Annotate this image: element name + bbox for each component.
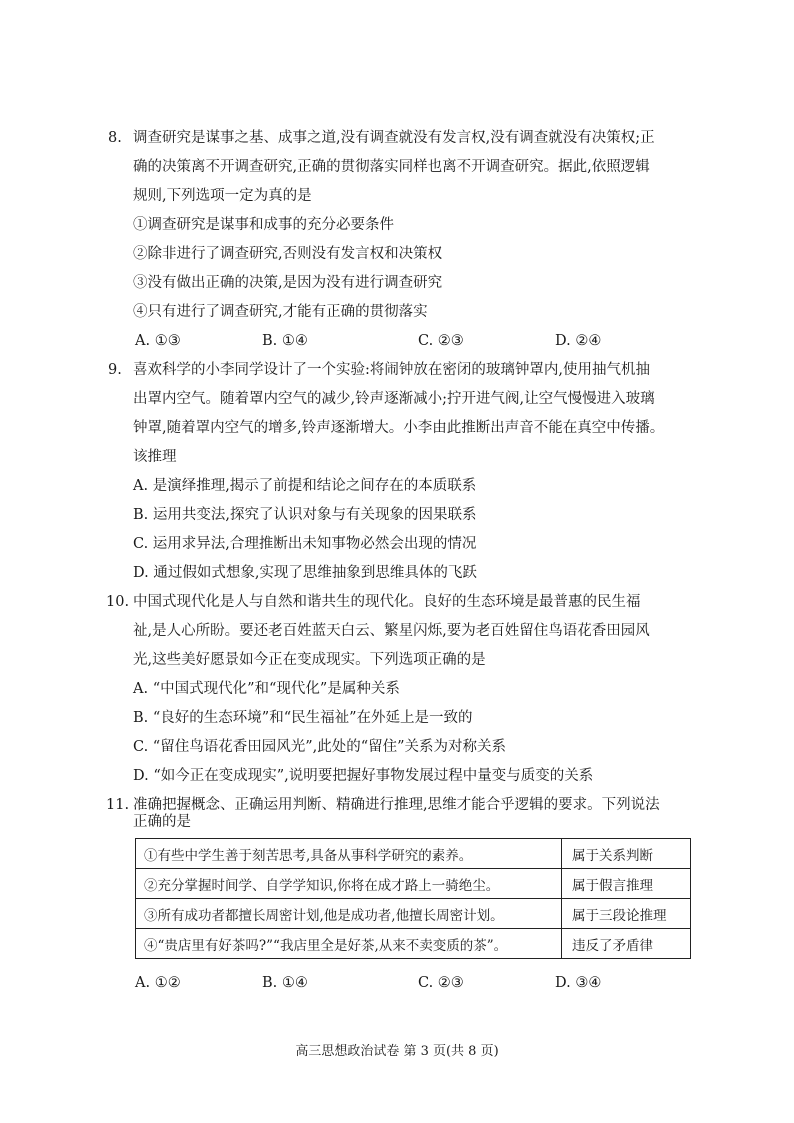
q9-stem-line: 钟罩,随着罩内空气的增多,铃声逐渐增大。小李由此推断出声音不能在真空中传播。 <box>133 420 665 436</box>
judgement-cell: 属于关系判断 <box>562 839 691 869</box>
q11-option-b: B. ①④ <box>262 975 308 991</box>
q9-option-d: D. 通过假如式想象,实现了思维抽象到思维具体的飞跃 <box>133 565 477 581</box>
q8-option-d: D. ②④ <box>555 333 602 349</box>
statement-cell: ③所有成功者都擅长周密计划,他是成功者,他擅长周密计划。 <box>136 899 562 929</box>
q11-statement-table <box>135 838 691 959</box>
table-row <box>136 929 691 959</box>
q10-stem-line: 光,这些美好愿景如今正在变成现实。下列选项正确的是 <box>133 652 486 668</box>
statement-cell: ②充分掌握时间学、自学学知识,你将在成才路上一骑绝尘。 <box>136 869 562 899</box>
q8-stem-line: 规则,下列选项一定为真的是 <box>133 188 312 204</box>
statement-cell: ④“贵店里有好茶吗?”“我店里全是好茶,从来不卖变质的茶”。 <box>136 929 562 959</box>
judgement-cell: 属于三段论推理 <box>562 899 691 929</box>
q9-stem-line: 出罩内空气。随着罩内空气的减少,铃声逐渐减小;拧开进气阀,让空气慢慢进入玻璃 <box>133 391 655 407</box>
q8-statement: ③没有做出正确的决策,是因为没有进行调查研究 <box>133 275 443 291</box>
table-row <box>136 869 691 899</box>
q11-number: 11. <box>106 797 130 813</box>
q10-option-d: D. “如今正在变成现实”,说明要把握好事物发展过程中量变与质变的关系 <box>133 768 594 784</box>
q10-stem-line: 中国式现代化是人与自然和谐共生的现代化。良好的生态环境是最普惠的民生福 <box>133 594 641 610</box>
q10-number: 10. <box>106 594 130 610</box>
q9-stem-line: 喜欢科学的小李同学设计了一个实验:将闹钟放在密闭的玻璃钟罩内,使用抽气机抽 <box>133 362 650 378</box>
q11-option-a: A. ①② <box>135 975 181 991</box>
table-row <box>136 899 691 929</box>
q8-statement: ②除非进行了调查研究,否则没有发言权和决策权 <box>133 246 443 262</box>
q9-stem-line: 该推理 <box>133 449 177 465</box>
q9-option-c: C. 运用求异法,合理推断出未知事物必然会出现的情况 <box>133 536 477 552</box>
q9-option-b: B. 运用共变法,探究了认识对象与有关现象的因果联系 <box>133 507 477 523</box>
q10-option-c: C. “留住鸟语花香田园风光”,此处的“留住”关系为对称关系 <box>133 739 507 755</box>
q8-number: 8. <box>108 130 122 146</box>
q10-stem-line: 祉,是人心所盼。要还老百姓蓝天白云、繁星闪烁,要为老百姓留住鸟语花香田园风 <box>133 623 650 639</box>
q11-stem-line: 正确的是 <box>133 814 191 830</box>
q10-option-a: A. “中国式现代化”和“现代化”是属种关系 <box>133 681 400 697</box>
q8-stem-line: 确的决策离不开调查研究,正确的贯彻落实同样也离不开调查研究。据此,依照逻辑 <box>133 159 650 175</box>
q8-statement: ①调查研究是谋事和成事的充分必要条件 <box>133 217 394 233</box>
q11-stem-line: 准确把握概念、正确运用判断、精确进行推理,思维才能合乎逻辑的要求。下列说法 <box>133 797 660 813</box>
table-row <box>136 839 691 869</box>
page-footer: 高三思想政治试卷 第 3 页(共 8 页) <box>295 1044 499 1059</box>
q8-option-c: C. ②③ <box>418 333 464 349</box>
statement-cell: ①有些中学生善于刻苦思考,具备从事科学研究的素养。 <box>136 839 562 869</box>
q8-option-a: A. ①③ <box>135 333 181 349</box>
q8-stem-line: 调查研究是谋事之基、成事之道,没有调查就没有发言权,没有调查就没有决策权;正 <box>133 130 655 146</box>
q10-option-b: B. “良好的生态环境”和“民生福祉”在外延上是一致的 <box>133 710 473 726</box>
q11-option-d: D. ③④ <box>555 975 602 991</box>
q9-option-a: A. 是演绎推理,揭示了前提和结论之间存在的本质联系 <box>133 478 477 494</box>
judgement-cell: 违反了矛盾律 <box>562 929 691 959</box>
q9-number: 9. <box>108 362 122 378</box>
q8-option-b: B. ①④ <box>262 333 308 349</box>
q8-statement: ④只有进行了调查研究,才能有正确的贯彻落实 <box>133 304 428 320</box>
q11-option-c: C. ②③ <box>418 975 464 991</box>
judgement-cell: 属于假言推理 <box>562 869 691 899</box>
